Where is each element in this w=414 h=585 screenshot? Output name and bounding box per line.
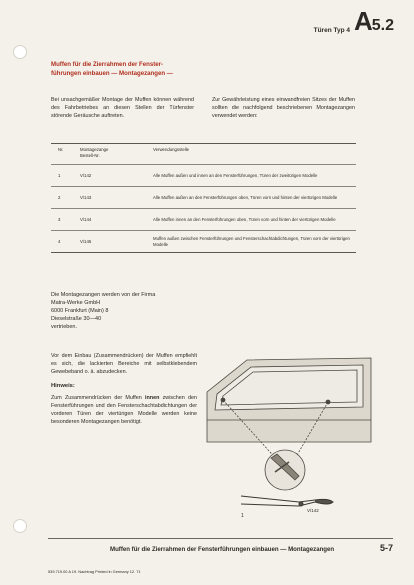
row-usage: Alle Muffen außen und innen an den Fensterführungen, Türen der zweitürigen Modelle — [153, 172, 318, 178]
page-number: 5-7 — [379, 543, 393, 553]
section-title-line2: führungen einbauen — Montagezangen — — [51, 69, 173, 77]
header-group-label: Türen Typ 4 — [313, 27, 350, 34]
punch-hole-bottom — [13, 519, 27, 533]
masking-note: Vor dem Einbau (Zusammendrücken) der Muffen empfiehlt es sich, die lackierten Bereiche mit selbstklebendem Gewebeband o. ä. abzudecken. — [51, 353, 197, 375]
row-nr: 4 — [58, 238, 61, 244]
table-row — [51, 231, 356, 252]
header-montagezange-label: Montagezange — [80, 147, 109, 152]
row-usage: Alle Muffen innen an den Fensterführungen oben, Türen vorn und hinten der viertürigen Modelle — [153, 216, 336, 222]
table-row — [51, 165, 356, 187]
hinweis-text-after: zwischen den Fensterführungen und den Fensterschachtabdichtungen der vorderen Türen der viertürigen Modelle werden keine besonderen Montagezangen benötigt. — [51, 395, 197, 425]
row-tool-number: V/144 — [80, 216, 92, 222]
header-bestell-label: Bestell-Nr. — [80, 153, 100, 158]
pliers-drawing — [241, 496, 333, 506]
figure-label-number: 1 — [241, 513, 244, 519]
row-usage: Alle Muffen außen an den Fensterführungen oben, Türen vorn und hinten der viertürigen Modelle — [153, 194, 338, 200]
section-code — [354, 8, 394, 39]
supplier-line2: Matra-Werke GmbH — [51, 300, 101, 306]
print-imprint: 539.719.00 A 19. Nachtrag Printed in Germany 12. 71 — [48, 569, 141, 574]
header-nr: Nr. — [58, 147, 64, 152]
header-verwendung: Verwendungsstelle — [153, 147, 190, 152]
page-header — [314, 8, 394, 39]
row-nr: 1 — [58, 172, 61, 178]
figure-label-tool: V/142 — [307, 508, 319, 513]
row-tool-number: V/145 — [80, 238, 92, 244]
punch-hole-top — [13, 45, 27, 59]
car-door-drawing — [207, 358, 371, 462]
table-row — [51, 209, 356, 231]
section-title-line1: Muffen für die Zierrahmen der Fenster- — [51, 61, 164, 68]
hinweis-title: Hinweis: — [51, 383, 75, 389]
intro-left-paragraph: Bei unsachgemäßer Montage der Muffen können während des Fahrbetriebes an diesen Stellen der Türfenster störende Geräusche auftreten. — [51, 97, 194, 119]
footer-title: Muffen für die Zierrahmen der Fensterführungen einbauen — Montagezangen — [110, 546, 335, 553]
row-nr: 2 — [58, 194, 61, 200]
row-usage: Muffen außen zwischen Fensterführungen und Fensterschachtabdichtungen, Türen vorn der viertürigen Modelle — [153, 235, 350, 247]
supplier-line4: Dieselstraße 30—40 — [51, 316, 102, 322]
supplier-line3: 6000 Frankfurt (Main) 8 — [51, 308, 109, 314]
table-header-row — [51, 144, 356, 165]
section-code-sub: 5.2 — [371, 17, 394, 34]
section-title — [51, 61, 251, 78]
row-tool-number: V/142 — [80, 172, 92, 178]
table-row — [51, 187, 356, 209]
detail-circle — [265, 450, 305, 490]
supplier-line5: vertrieben. — [51, 324, 77, 330]
row-tool-number: V/143 — [80, 194, 92, 200]
header-montagezange — [80, 147, 153, 159]
supplier-line1: Die Montagezangen werden von der Firma — [51, 292, 156, 298]
door-and-pliers-illustration — [203, 352, 373, 522]
footer-divider — [48, 538, 393, 539]
hinweis-text-emphasis: innen — [145, 395, 160, 401]
hinweis-text-before: Zum Zusammendrücken der Muffen — [51, 395, 145, 401]
section-code-main: A — [353, 6, 372, 36]
row-nr: 3 — [58, 216, 61, 222]
intro-right-paragraph: Zur Gewährleistung eines einwandfreien Sitzes der Muffen sollten die nachfolgend beschriebenen Montagezangen verwendet werden: — [212, 97, 355, 119]
supplier-address — [51, 291, 155, 331]
hinweis-text — [51, 394, 197, 426]
tools-table — [51, 143, 356, 253]
